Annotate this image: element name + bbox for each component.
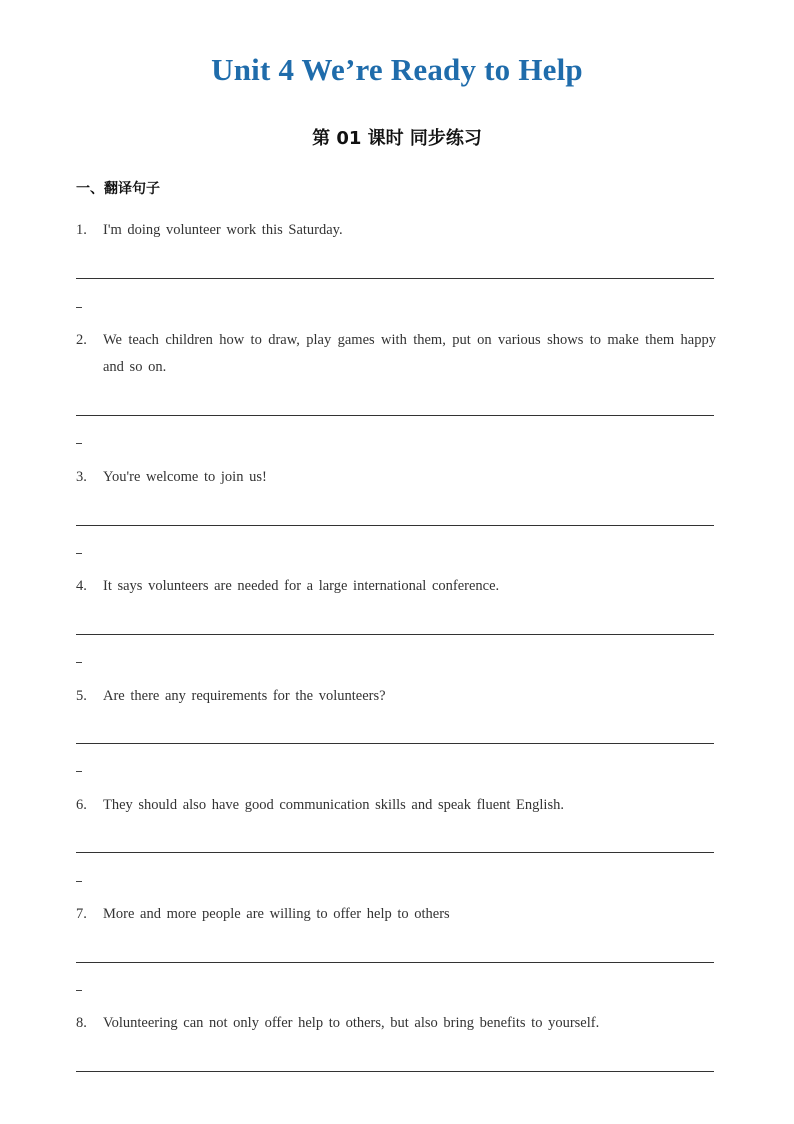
question-3 xyxy=(76,464,716,491)
answer-dash-1 xyxy=(76,307,82,308)
question-number: 3. xyxy=(76,469,87,485)
answer-line-2[interactable] xyxy=(76,415,714,416)
section-heading: 一、翻译句子 xyxy=(76,181,160,197)
question-7 xyxy=(76,901,716,928)
question-text: They should also have good communication skills and speak fluent English. xyxy=(103,797,564,813)
question-text: Volunteering can not only offer help to others, but also bring benefits to yourself. xyxy=(103,1015,600,1031)
answer-dash-6 xyxy=(76,881,82,882)
question-5 xyxy=(76,683,716,710)
question-text: It says volunteers are needed for a large international conference. xyxy=(103,578,500,594)
answer-line-4[interactable] xyxy=(76,634,714,635)
answer-line-7[interactable] xyxy=(76,962,714,963)
question-number: 1. xyxy=(76,222,87,238)
answer-line-5[interactable] xyxy=(76,743,714,744)
answer-line-6[interactable] xyxy=(76,852,714,853)
question-text: I'm doing volunteer work this Saturday. xyxy=(103,222,343,238)
question-6 xyxy=(76,792,716,819)
question-8 xyxy=(76,1010,716,1037)
answer-dash-3 xyxy=(76,553,82,554)
question-number: 2. xyxy=(76,332,87,348)
question-number: 4. xyxy=(76,578,87,594)
answer-line-1[interactable] xyxy=(76,278,714,279)
question-1 xyxy=(76,217,716,244)
page-title: Unit 4 We’re Ready to Help xyxy=(211,52,583,87)
answer-dash-7 xyxy=(76,990,82,991)
answer-line-8[interactable] xyxy=(76,1071,714,1072)
question-number: 5. xyxy=(76,688,87,704)
question-4 xyxy=(76,573,716,600)
question-text: More and more people are willing to offer help to others xyxy=(103,906,450,922)
question-number: 6. xyxy=(76,797,87,813)
question-text: Are there any requirements for the volunteers? xyxy=(103,688,386,704)
answer-dash-4 xyxy=(76,662,82,663)
question-2 xyxy=(76,327,716,381)
question-number: 7. xyxy=(76,906,87,922)
answer-dash-5 xyxy=(76,771,82,772)
answer-line-3[interactable] xyxy=(76,525,714,526)
answer-dash-2 xyxy=(76,443,82,444)
lesson-subtitle: 第 01 课时 同步练习 xyxy=(312,128,482,149)
question-text: We teach children how to draw, play games with them, put on various shows to make them happy and so on. xyxy=(103,332,716,375)
question-number: 8. xyxy=(76,1015,87,1031)
question-text: You're welcome to join us! xyxy=(103,469,267,485)
